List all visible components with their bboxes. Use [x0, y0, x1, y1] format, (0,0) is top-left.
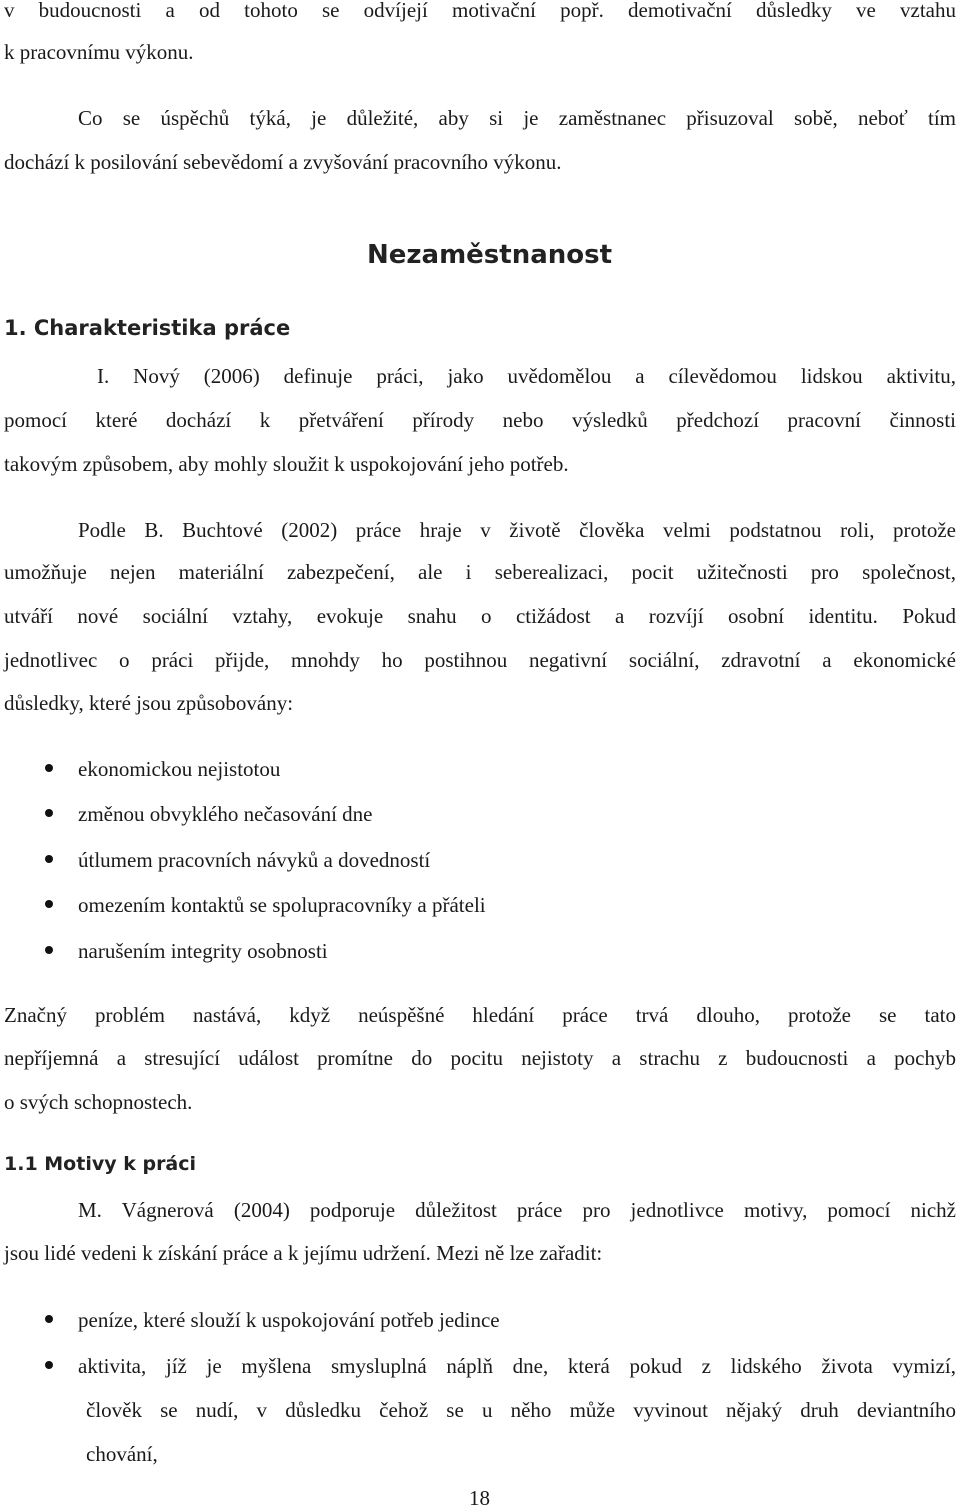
bullet-icon: [45, 855, 53, 863]
bullet-icon: [45, 946, 53, 954]
list-item: peníze, které slouží k uspokojování potřeb jedince: [78, 1308, 500, 1332]
bullet-icon: [45, 900, 53, 908]
paragraph-line: jednotlivec o práci přijde, mnohdy ho postihnou negativní sociální, zdravotní a ekonomické: [4, 648, 956, 672]
list-item: ekonomickou nejistotou: [78, 757, 281, 781]
chapter-title: Nezaměstnanost: [367, 240, 613, 270]
intro-line: k pracovnímu výkonu.: [4, 40, 194, 64]
bullet-icon: [45, 809, 53, 817]
paragraph-line: nepříjemná a stresující událost promítne do pocitu nejistoty a strachu z budoucnosti a pochyb: [4, 1046, 956, 1070]
paragraph-line: Co se úspěchů týká, je důležité, aby si je zaměstnanec přisuzoval sobě, neboť tím: [78, 106, 956, 130]
subsection-title: 1.1 Motivy k práci: [4, 1153, 197, 1175]
paragraph-line: I. Nový (2006) definuje práci, jako uvědomělou a cílevědomou lidskou aktivitu,: [97, 364, 956, 388]
paragraph-line: jsou lidé vedeni k získání práce a k jejímu udržení. Mezi ně lze zařadit:: [4, 1241, 603, 1265]
bullet-icon: [45, 1361, 53, 1369]
list-item: aktivita, jíž je myšlena smysluplná náplň dne, která pokud z lidského života vymizí,: [78, 1354, 956, 1378]
paragraph-line: o svých schopnostech.: [4, 1090, 193, 1114]
paragraph-line: Značný problém nastává, když neúspěšné hledání práce trvá dlouho, protože se tato: [4, 1003, 956, 1027]
paragraph-line: důsledky, které jsou způsobovány:: [4, 691, 294, 715]
paragraph-line: takovým způsobem, aby mohly sloužit k uspokojování jeho potřeb.: [4, 452, 569, 476]
paragraph-line: utváří nové sociální vztahy, evokuje snahu o ctižádost a rozvíjí osobní identitu. Pokud: [4, 604, 956, 628]
page-number: 18: [469, 1486, 490, 1510]
list-item-continuation: člověk se nudí, v důsledku čehož se u něho může vyvinout nějaký druh deviantního: [86, 1398, 956, 1422]
paragraph-line: M. Vágnerová (2004) podporuje důležitost práce pro jednotlivce motivy, pomocí nichž: [78, 1198, 956, 1222]
list-item: omezením kontaktů se spolupracovníky a přáteli: [78, 893, 486, 917]
paragraph-line: dochází k posilování sebevědomí a zvyšování pracovního výkonu.: [4, 150, 562, 174]
list-item-continuation: chování,: [86, 1442, 158, 1466]
paragraph-line: umožňuje nejen materiální zabezpečení, ale i seberealizaci, pocit užitečnosti pro společnost,: [4, 560, 956, 584]
list-item: útlumem pracovních návyků a dovedností: [78, 848, 431, 872]
section-title: 1. Charakteristika práce: [4, 316, 291, 340]
paragraph-line: Podle B. Buchtové (2002) práce hraje v životě člověka velmi podstatnou roli, protože: [78, 518, 956, 542]
paragraph-line: pomocí které dochází k přetváření přírody nebo výsledků předchozí pracovní činnosti: [4, 408, 956, 432]
bullet-icon: [45, 1315, 53, 1323]
intro-line: v budoucnosti a od tohoto se odvíjejí motivační popř. demotivační důsledky ve vztahu: [4, 0, 956, 22]
list-item: narušením integrity osobnosti: [78, 939, 328, 963]
bullet-icon: [45, 764, 53, 772]
list-item: změnou obvyklého nečasování dne: [78, 802, 373, 826]
